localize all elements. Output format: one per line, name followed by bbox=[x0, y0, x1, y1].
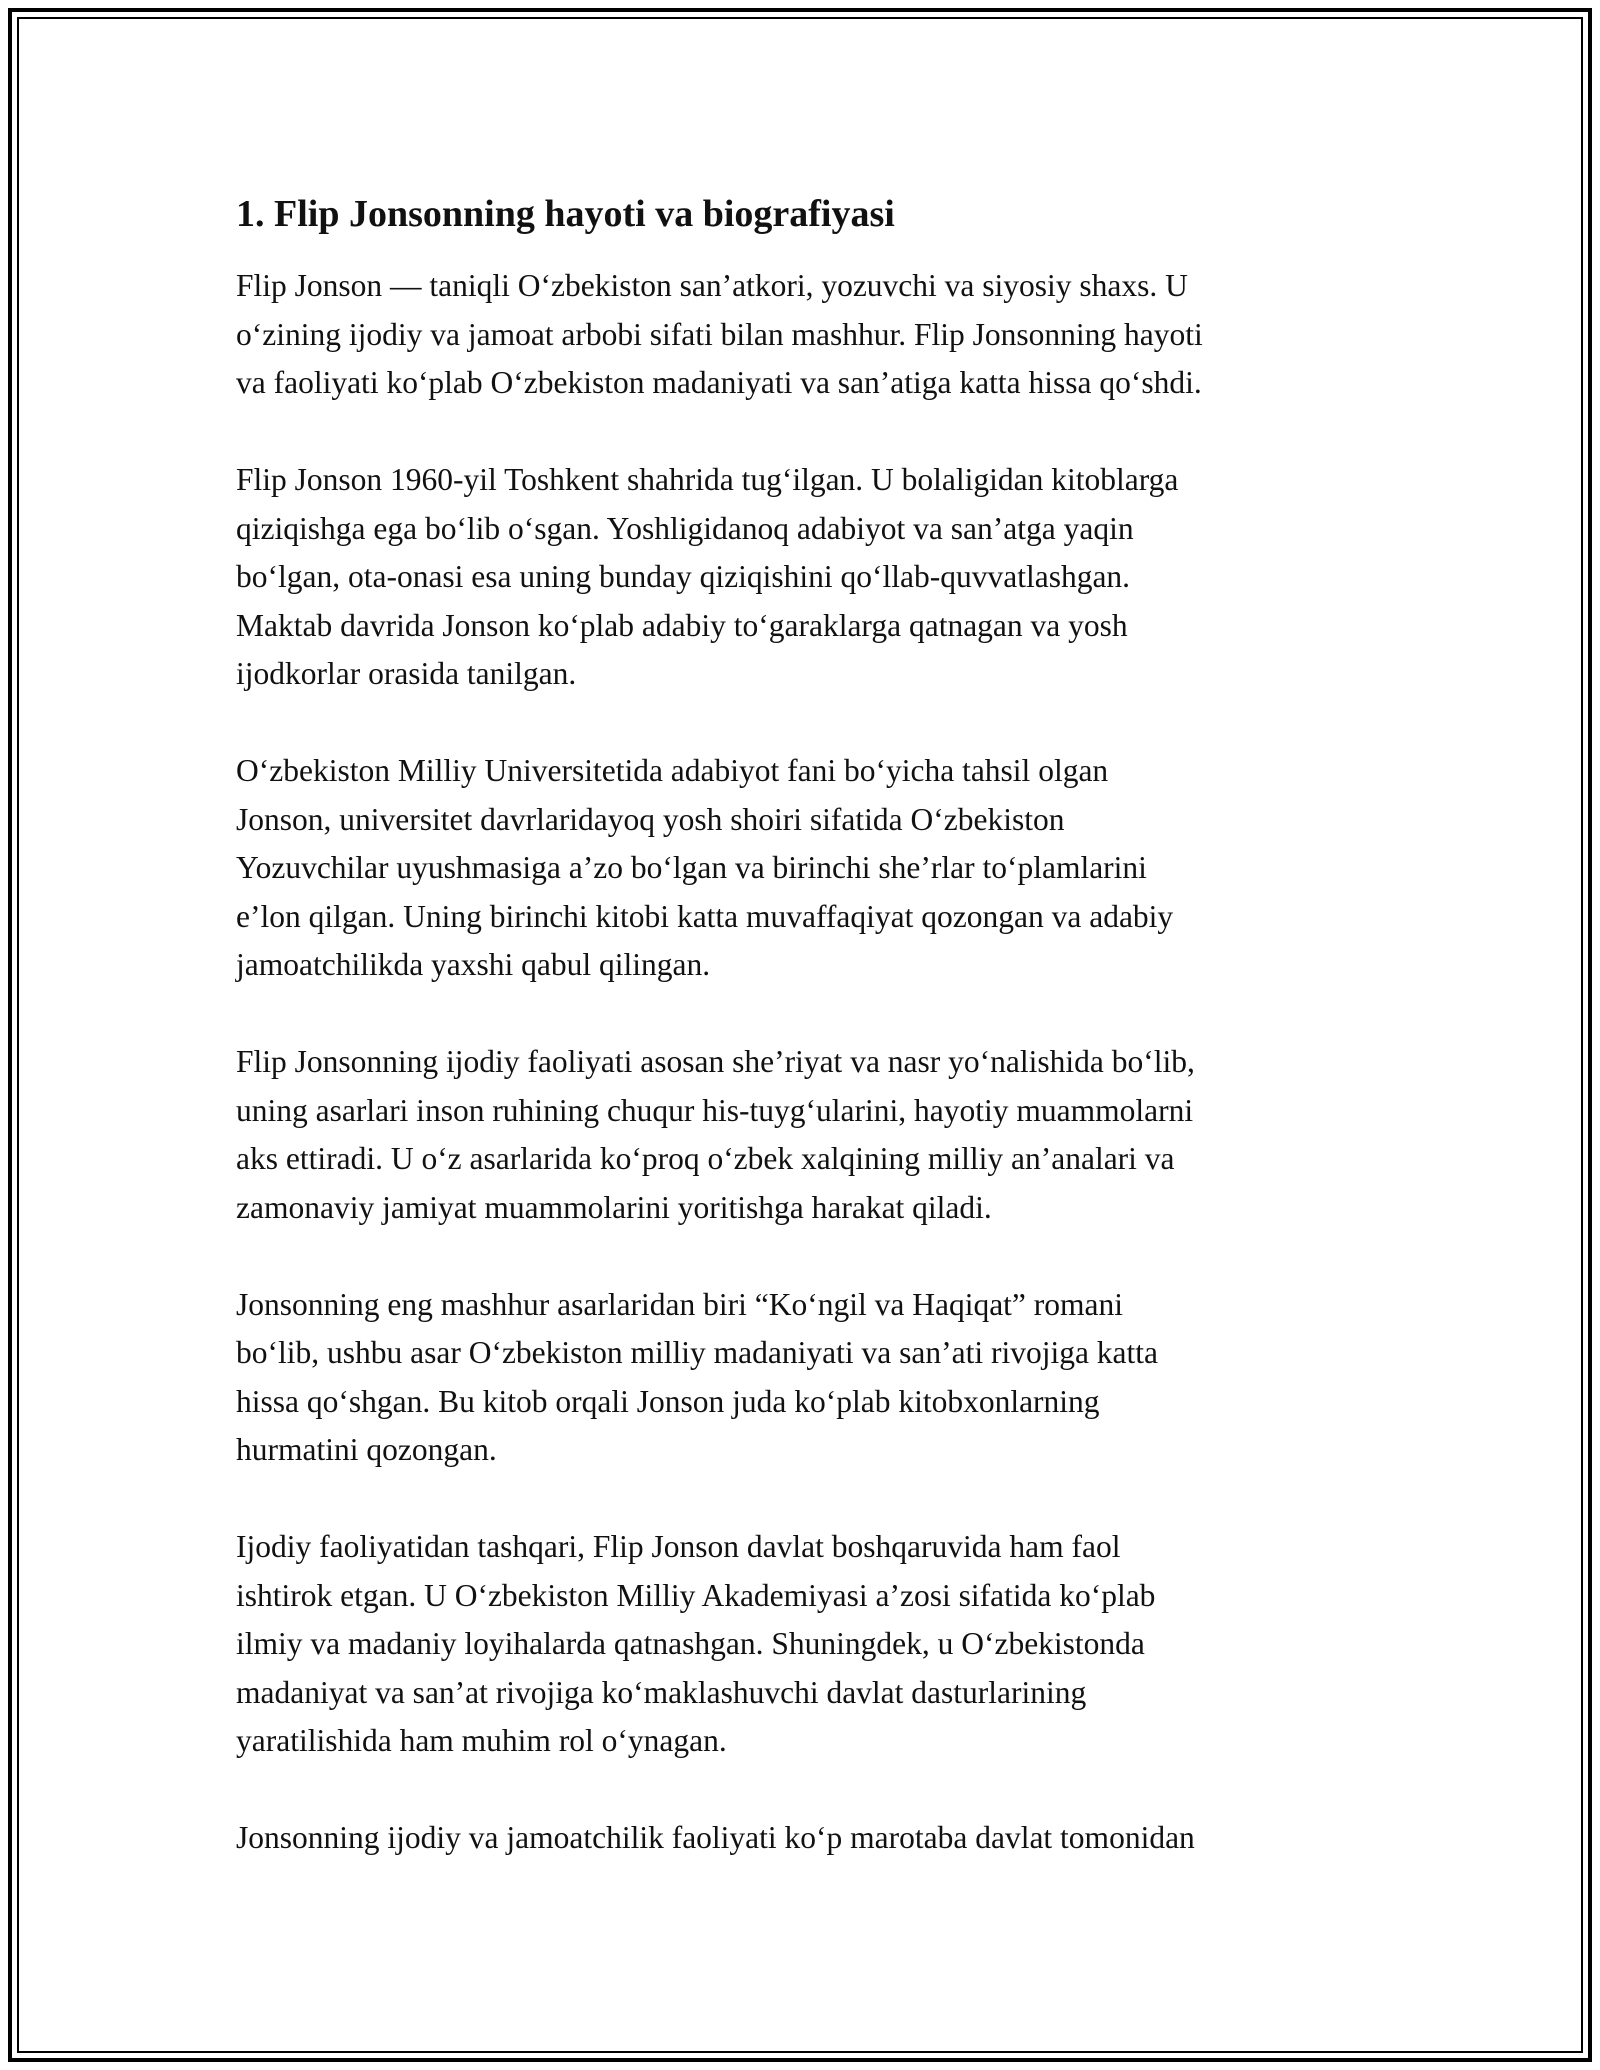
text-line: bo‘lib, ushbu asar O‘zbekiston milliy madaniyati va san’ati rivojiga katta bbox=[236, 1335, 1159, 1370]
text-line: ilmiy va madaniy loyihalarda qatnashgan. Shuningdek, u O‘zbekistonda bbox=[236, 1626, 1145, 1661]
text-line: hurmatini qozongan. bbox=[236, 1432, 497, 1467]
paragraph-creative-work bbox=[236, 1038, 1376, 1232]
section-heading: 1. Flip Jonsonning hayoti va biografiyasi bbox=[236, 193, 895, 235]
text-line: aks ettiradi. U o‘z asarlarida ko‘proq o‘zbek xalqining milliy an’analari va bbox=[236, 1141, 1175, 1176]
text-line: e’lon qilgan. Uning birinchi kitobi katta muvaffaqiyat qozongan va adabiy bbox=[236, 898, 1174, 934]
text-line: zamonaviy jamiyat muammolarini yoritishga harakat qiladi. bbox=[236, 1189, 992, 1225]
text-line: va faoliyati ko‘plab O‘zbekiston madaniyati va san’atiga katta hissa qo‘shdi. bbox=[236, 365, 1202, 400]
text-line: jamoatchilikda yaxshi qabul qilingan. bbox=[236, 947, 711, 982]
text-line: Flip Jonson 1960-yil Toshkent shahrida tug‘ilgan. U bolaligidan kitoblarga bbox=[236, 462, 1179, 497]
paragraph-famous-works bbox=[236, 1281, 1376, 1475]
document-body bbox=[236, 190, 1376, 1911]
text-line: ishtirok etgan. U O‘zbekiston Milliy Akademiyasi a’zosi sifatida ko‘plab bbox=[236, 1577, 1156, 1613]
text-line: Ijodiy faoliyatidan tashqari, Flip Jonson davlat boshqaruvida ham faol bbox=[236, 1529, 1121, 1564]
text-line: Flip Jonsonning ijodiy faoliyati asosan she’riyat va nasr yo‘nalishida bo‘lib, bbox=[236, 1044, 1195, 1079]
paragraph-introduction bbox=[236, 262, 1376, 408]
text-line: hissa qo‘shgan. Bu kitob orqali Jonson juda ko‘plab kitobxonlarning bbox=[236, 1383, 1100, 1419]
text-line: bo‘lgan, ota-onasi esa uning bunday qiziqishini qo‘llab-quvvatlashgan. bbox=[236, 559, 1131, 594]
text-line: qiziqishga ega bo‘lib o‘sgan. Yoshligidanoq adabiyot va san’atga yaqin bbox=[236, 510, 1134, 546]
text-line: O‘zbekiston Milliy Universitetida adabiyot fani bo‘yicha tahsil olgan bbox=[236, 753, 1109, 788]
paragraph-childhood bbox=[236, 456, 1376, 699]
paragraph-education bbox=[236, 747, 1376, 990]
text-line: Jonsonning eng mashhur asarlaridan biri “Ko‘ngil va Haqiqat” romani bbox=[236, 1286, 1124, 1322]
text-line: Maktab davrida Jonson ko‘plab adabiy to‘garaklarga qatnagan va yosh bbox=[236, 607, 1128, 643]
text-line: uning asarlari inson ruhining chuqur his-tuyg‘ularini, hayotiy muammolarni bbox=[236, 1092, 1194, 1128]
text-line: Flip Jonson — taniqli O‘zbekiston san’atkori, yozuvchi va siyosiy shaxs. U bbox=[236, 268, 1188, 303]
paragraph-public-service bbox=[236, 1523, 1376, 1766]
text-line: Jonsonning ijodiy va jamoatchilik faoliyati ko‘p marotaba davlat tomonidan bbox=[236, 1820, 1195, 1855]
text-line: Jonson, universitet davrlaridayoq yosh shoiri sifatida O‘zbekiston bbox=[236, 801, 1065, 837]
text-line: yaratilishida ham muhim rol o‘ynagan. bbox=[236, 1723, 727, 1758]
text-line: madaniyat va san’at rivojiga ko‘maklashuvchi davlat dasturlarining bbox=[236, 1674, 1087, 1710]
text-line: o‘zining ijodiy va jamoat arbobi sifati bilan mashhur. Flip Jonsonning hayoti bbox=[236, 316, 1203, 352]
paragraph-recognition bbox=[236, 1814, 1376, 1863]
text-line: Yozuvchilar uyushmasiga a’zo bo‘lgan va birinchi she’rlar to‘plamlarini bbox=[236, 850, 1147, 885]
text-line: ijodkorlar orasida tanilgan. bbox=[236, 656, 577, 691]
